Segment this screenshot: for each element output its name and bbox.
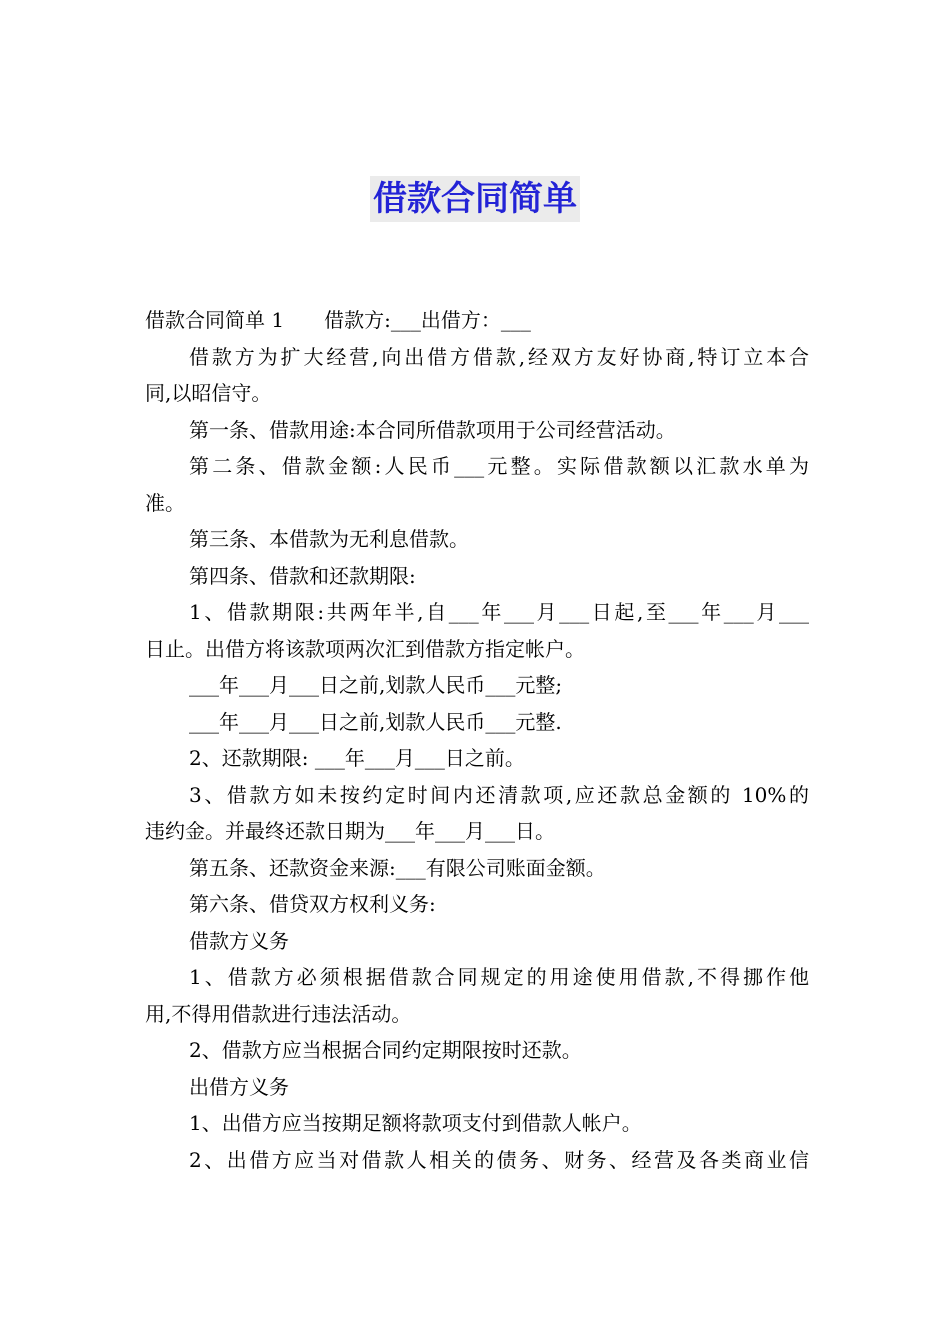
body-line: 第六条、借贷双方权利义务:	[189, 892, 436, 916]
body-line: 第四条、借款和还款期限:	[189, 563, 416, 588]
body-line: ___年___月___日之前,划款人民币___元整.	[189, 709, 562, 734]
body-line: 第三条、本借款为无利息借款。	[189, 527, 469, 551]
body-line: 第二条、借款金额:人民币___元整。实际借款额以汇款水单为	[189, 454, 809, 478]
body-line: 准。	[145, 490, 185, 515]
body-line: 第一条、借款用途:本合同所借款项用于公司经营活动。	[189, 417, 676, 442]
document-body	[145, 302, 809, 1178]
body-line: 1、借款方必须根据借款合同规定的用途使用借款,不得挪作他	[189, 965, 809, 989]
body-line: ___年___月___日之前,划款人民币___元整;	[189, 673, 563, 697]
title-container	[0, 176, 950, 222]
body-line: 2、借款方应当根据合同约定期限按时还款。	[189, 1038, 582, 1062]
document-title: 借款合同简单	[370, 176, 580, 222]
body-line: 同,以昭信守。	[145, 381, 272, 405]
body-line: 借款方义务	[189, 928, 289, 953]
body-line: 2、出借方应当对借款人相关的债务、财务、经营及各类商业信	[189, 1147, 809, 1172]
body-line: 1、借款期限:共两年半,自___年___月___日起,至___年___月___	[189, 600, 809, 624]
body-line: 3、借款方如未按约定时间内还清款项,应还款总金额的 10%的	[189, 782, 809, 807]
body-line: 用,不得用借款进行违法活动。	[145, 1001, 412, 1026]
body-line: 借款合同简单 1 借款方:___出借方：___	[145, 308, 531, 332]
body-line: 1、出借方应当按期足额将款项支付到借款人帐户。	[189, 1111, 642, 1135]
body-line: 2、还款期限: ___年___月___日之前。	[189, 746, 525, 770]
body-line: 借款方为扩大经营,向出借方借款,经双方友好协商,特订立本合	[189, 344, 809, 369]
body-line: 违约金。并最终还款日期为___年___月___日。	[145, 819, 555, 843]
body-line: 第五条、还款资金来源:___有限公司账面金额。	[189, 855, 606, 880]
body-line: 日止。出借方将该款项两次汇到借款方指定帐户。	[145, 636, 585, 661]
body-line: 出借方义务	[189, 1074, 289, 1099]
